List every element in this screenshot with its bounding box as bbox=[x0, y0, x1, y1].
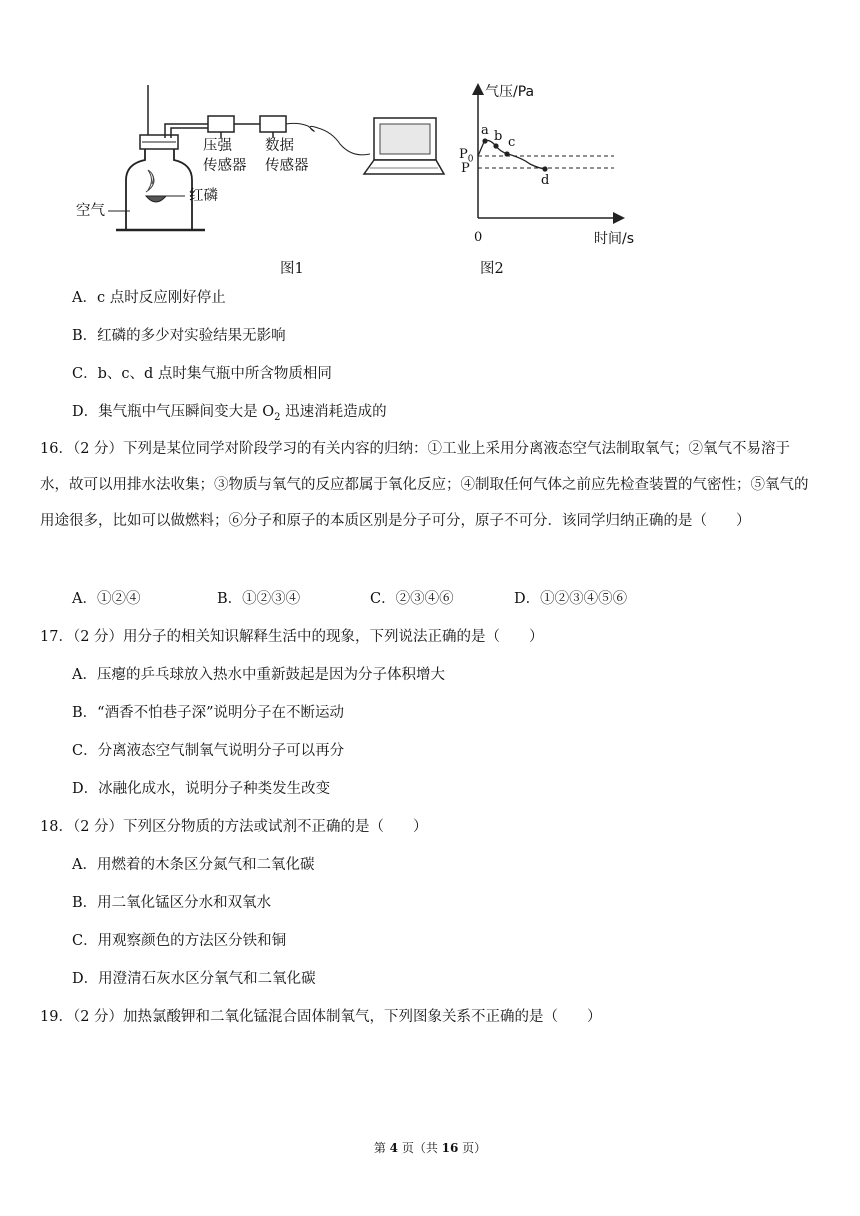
page-number: 4 bbox=[389, 1141, 398, 1155]
q17-stem: 17．（2 分）用分子的相关知识解释生活中的现象，下列说法正确的是（ ） bbox=[40, 629, 544, 645]
q15-option-a: A．c 点时反应刚好停止 bbox=[72, 290, 226, 306]
pressure-sensor-label-1: 压强 bbox=[203, 138, 232, 154]
q17-option-d: D．冰融化成水，说明分子种类发生改变 bbox=[72, 781, 331, 797]
pressure-sensor-label-2: 传感器 bbox=[203, 158, 247, 174]
q16-option-d: D．①②③④⑤⑥ bbox=[514, 591, 628, 607]
burning-spoon bbox=[146, 196, 166, 202]
x-axis-label: 时间/s bbox=[594, 231, 635, 247]
pressure-sensor bbox=[208, 116, 234, 132]
q16-option-c: C．②③④⑥ bbox=[370, 591, 454, 607]
q16-stem: 16．（2 分）下列是某位同学对阶段学习的有关内容的归纳：①工业上采用分离液态空气法制取氧气；②氧气不易溶于水，故可以用排水法收集；③物质与氧气的反应都属于氧化反应；④制取任何气体之前应先检查装置的气密性；⑤氧气的用途很多，比如可以做燃料；⑥分子和原子的本质区别是分子可分，原子不可分．该同学归纳正确的是（ ） bbox=[40, 441, 809, 529]
figure-1-caption: 图1 bbox=[280, 261, 304, 277]
point-c-label: c bbox=[508, 135, 516, 150]
q17-option-a: A．压瘪的乒乓球放入热水中重新鼓起是因为分子体积增大 bbox=[72, 667, 445, 683]
q16-option-a: A．①②④ bbox=[72, 591, 141, 607]
gas-bottle bbox=[126, 149, 192, 230]
data-sensor-label-1: 数据 bbox=[265, 138, 294, 154]
p0-label: $P_0$ bbox=[459, 147, 474, 165]
figure-2-caption: 图2 bbox=[480, 261, 504, 277]
y-axis-label: 气压/Pa bbox=[485, 84, 535, 100]
air-label: 空气 bbox=[76, 203, 105, 219]
q18-option-a: A．用燃着的木条区分氮气和二氧化碳 bbox=[72, 857, 315, 873]
point-a-label: a bbox=[481, 123, 489, 138]
q18-stem: 18．（2 分）下列区分物质的方法或试剂不正确的是（ ） bbox=[40, 819, 428, 835]
q18-option-d: D．用澄清石灰水区分氧气和二氧化碳 bbox=[72, 971, 316, 987]
data-sensor bbox=[260, 116, 286, 132]
page-footer: 第 4 页（共 16 页） bbox=[373, 1141, 487, 1155]
q17-option-b: B．“酒香不怕巷子深”说明分子在不断运动 bbox=[72, 705, 344, 721]
figure-1-apparatus bbox=[60, 80, 450, 280]
q15-option-b: B．红磷的多少对实验结果无影响 bbox=[72, 328, 286, 344]
data-sensor-label-2: 传感器 bbox=[265, 158, 309, 174]
data-cable bbox=[286, 123, 370, 155]
q18-option-c: C．用观察颜色的方法区分铁和铜 bbox=[72, 933, 287, 949]
point-d-label: d bbox=[541, 173, 550, 188]
point-b-label: b bbox=[494, 129, 503, 144]
q15-option-d: D．集气瓶中气压瞬间变大是 $O_2$ 迅速消耗造成的 bbox=[72, 404, 387, 423]
laptop-base bbox=[364, 160, 444, 174]
q18-option-b: B．用二氧化锰区分水和双氧水 bbox=[72, 895, 272, 911]
q19-stem: 19．（2 分）加热氯酸钾和二氧化锰混合固体制氧气，下列图象关系不正确的是（ ） bbox=[40, 1009, 602, 1025]
q15-option-c: C．b、c、d 点时集气瓶中所含物质相同 bbox=[72, 366, 332, 382]
q17-option-c: C．分离液态空气制氧气说明分子可以再分 bbox=[72, 743, 345, 759]
p-label: P bbox=[461, 161, 470, 176]
page-total: 16 bbox=[441, 1141, 459, 1155]
red-phosphorus-label: 红磷 bbox=[189, 188, 218, 204]
origin-label: 0 bbox=[474, 230, 483, 245]
q16-option-b: B．①②③④ bbox=[217, 591, 301, 607]
